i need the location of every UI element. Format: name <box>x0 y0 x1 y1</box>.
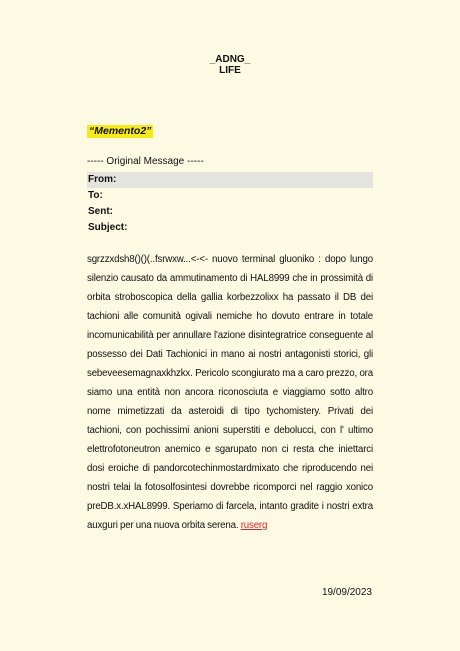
memento-title: “Memento2” <box>89 125 152 137</box>
message-header-fields <box>87 172 373 236</box>
signature-link[interactable]: ruserg <box>240 520 268 531</box>
subject-field: Subject: <box>88 222 128 233</box>
message-body-text: sgrzzxdsh8()()(..fsrwxw...<-<- nuovo terminal gluoniko : dopo lungo silenzio causato da ammutinamento di HAL8999 che in prossimità di orbita stroboscopica della gallia korbezzolixx ha passato il DB dei tachioni alle comunità ogivali nemiche ho dovuto entrare in totale incomunicabilità per annullare l'azione disintegratrice conseguente al possesso dei Dati Tachionici in mano ai nostri antagonisti storici, gli sebeveesemagnaxkhzkx. Pericolo scongiurato ma a caro prezzo, ora siamo una entità non ancora riconosciuta e viaggiamo sotto altro nome mimetizzati da asteroidi di tipo tychomistery. Privati dei tachioni, con pochissimi anioni superstiti e debolucci, con l' ultimo elettrofotoneutron anemico e sgarupato non ci resta che iniettarci dosi eroiche di pandorcotechinmostardmixato che riproducendo nei nostri telai la fotosolfosintesi dovrebbe ricomporci nel raggio xonico preDB.x.xHAL8999. Speriamo di farcela, intanto gradite i nostri extra auxguri per una nuova orbita serena. <box>87 254 373 531</box>
to-field: To: <box>88 190 103 201</box>
sent-field: Sent: <box>88 206 113 217</box>
message-body <box>87 250 373 535</box>
header-line-2: LIFE <box>219 65 241 76</box>
document-date: 19/09/2023 <box>321 587 372 598</box>
original-message-divider: ----- Original Message ----- <box>87 156 204 167</box>
header-line-1: _ADNG_ <box>209 54 251 65</box>
document-header <box>0 54 460 76</box>
from-field: From: <box>87 172 373 188</box>
